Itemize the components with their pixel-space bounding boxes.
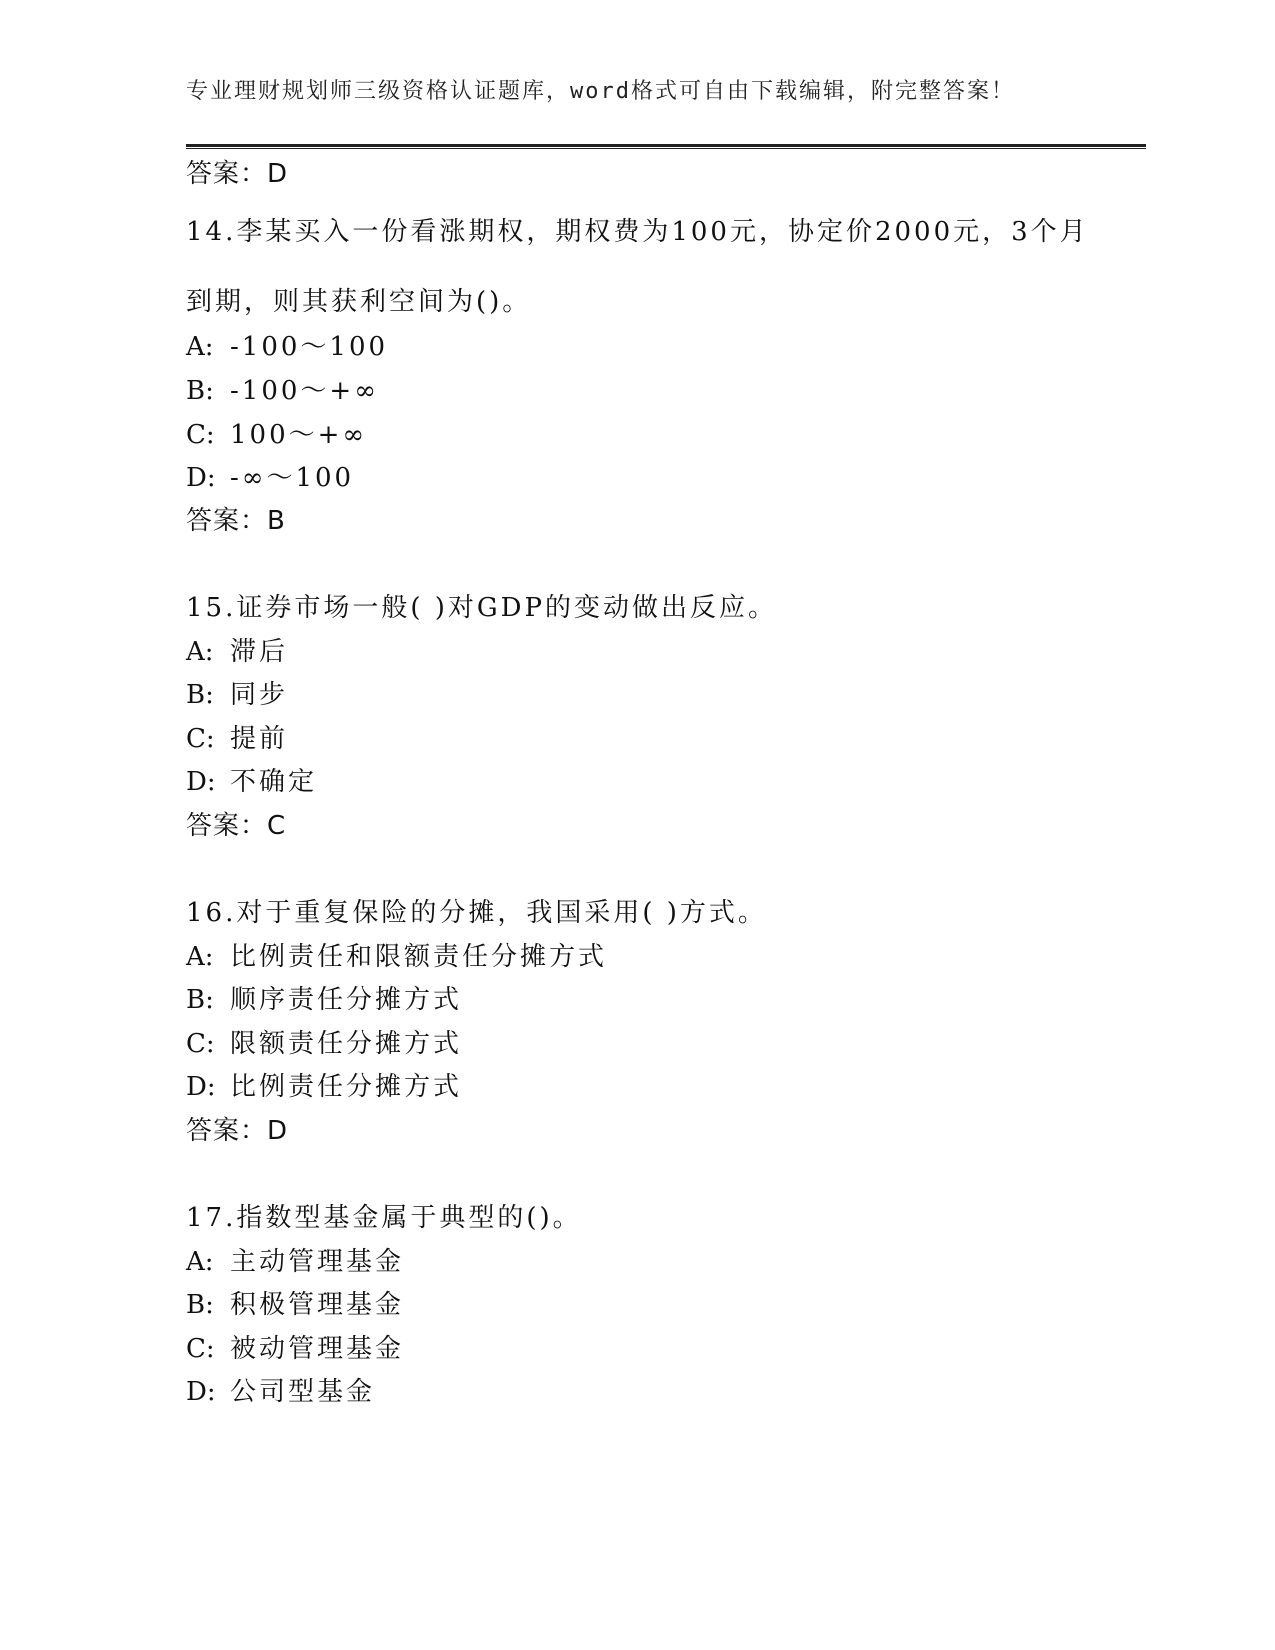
option-label: A: <box>186 942 214 972</box>
option-label: D: <box>186 767 216 797</box>
question-14-option-a <box>186 331 388 363</box>
question-16-option-c <box>186 1028 462 1060</box>
question-15-option-c <box>186 723 288 755</box>
question-17-option-a <box>186 1246 404 1278</box>
option-label: D: <box>186 1072 216 1102</box>
page-header: 专业理财规划师三级资格认证题库，word格式可自由下载编辑，附完整答案！ <box>186 79 1015 104</box>
question-16-answer: 答案：D <box>186 1116 289 1146</box>
option-text: 不确定 <box>230 767 318 797</box>
option-label: C: <box>186 1334 215 1364</box>
option-text: -100～100 <box>230 332 389 362</box>
option-text: 滞后 <box>230 637 289 667</box>
question-15-option-d <box>186 766 317 798</box>
question-14-option-c <box>186 419 367 451</box>
option-label: C: <box>186 1029 215 1059</box>
option-text: 顺序责任分摊方式 <box>230 985 463 1015</box>
option-label: A: <box>186 637 214 667</box>
question-17-stem: 17.指数型基金属于典型的()。 <box>186 1203 582 1233</box>
option-label: B: <box>186 376 214 406</box>
option-label: B: <box>186 985 214 1015</box>
question-15-stem: 15.证券市场一般( )对GDP的变动做出反应。 <box>186 593 778 623</box>
question-15-option-a <box>186 636 288 668</box>
question-16-stem: 16.对于重复保险的分摊，我国采用( )方式。 <box>186 898 767 928</box>
option-text: 提前 <box>230 724 289 754</box>
option-text: 同步 <box>230 680 289 710</box>
question-17-option-b <box>186 1289 404 1321</box>
question-16-option-d <box>186 1071 462 1103</box>
option-label: D: <box>186 1377 216 1407</box>
option-label: B: <box>186 1290 214 1320</box>
option-label: A: <box>186 1247 214 1277</box>
question-14-stem-line-2: 到期，则其获利空间为()。 <box>186 287 532 317</box>
question-15-answer: 答案：C <box>186 811 287 841</box>
question-14-option-d <box>186 462 354 494</box>
question-16-option-a <box>186 941 607 973</box>
question-14-option-b <box>186 375 379 407</box>
option-label: C: <box>186 420 215 450</box>
option-label: C: <box>186 724 215 754</box>
option-text: 比例责任和限额责任分摊方式 <box>230 942 608 972</box>
question-17-option-c <box>186 1333 404 1365</box>
option-text: 限额责任分摊方式 <box>230 1029 463 1059</box>
question-14-answer: 答案：B <box>186 506 286 536</box>
question-14-stem-line-1: 14.李某买入一份看涨期权，期权费为100元，协定价2000元，3个月 <box>186 217 1089 247</box>
option-label: A: <box>186 332 214 362</box>
option-text: 比例责任分摊方式 <box>230 1072 463 1102</box>
option-label: B: <box>186 680 214 710</box>
question-16-option-b <box>186 984 462 1016</box>
option-text: 公司型基金 <box>230 1377 376 1407</box>
question-17-option-d <box>186 1376 375 1408</box>
option-text: 积极管理基金 <box>230 1290 405 1320</box>
previous-answer: 答案：D <box>186 159 289 189</box>
option-text: -100～+∞ <box>230 376 379 406</box>
option-text: 主动管理基金 <box>230 1247 405 1277</box>
question-15-option-b <box>186 679 288 711</box>
option-text: 100～+∞ <box>230 420 368 450</box>
header-divider <box>186 144 1146 149</box>
option-text: 被动管理基金 <box>230 1334 405 1364</box>
option-label: D: <box>186 463 216 493</box>
option-text: -∞～100 <box>230 463 355 493</box>
